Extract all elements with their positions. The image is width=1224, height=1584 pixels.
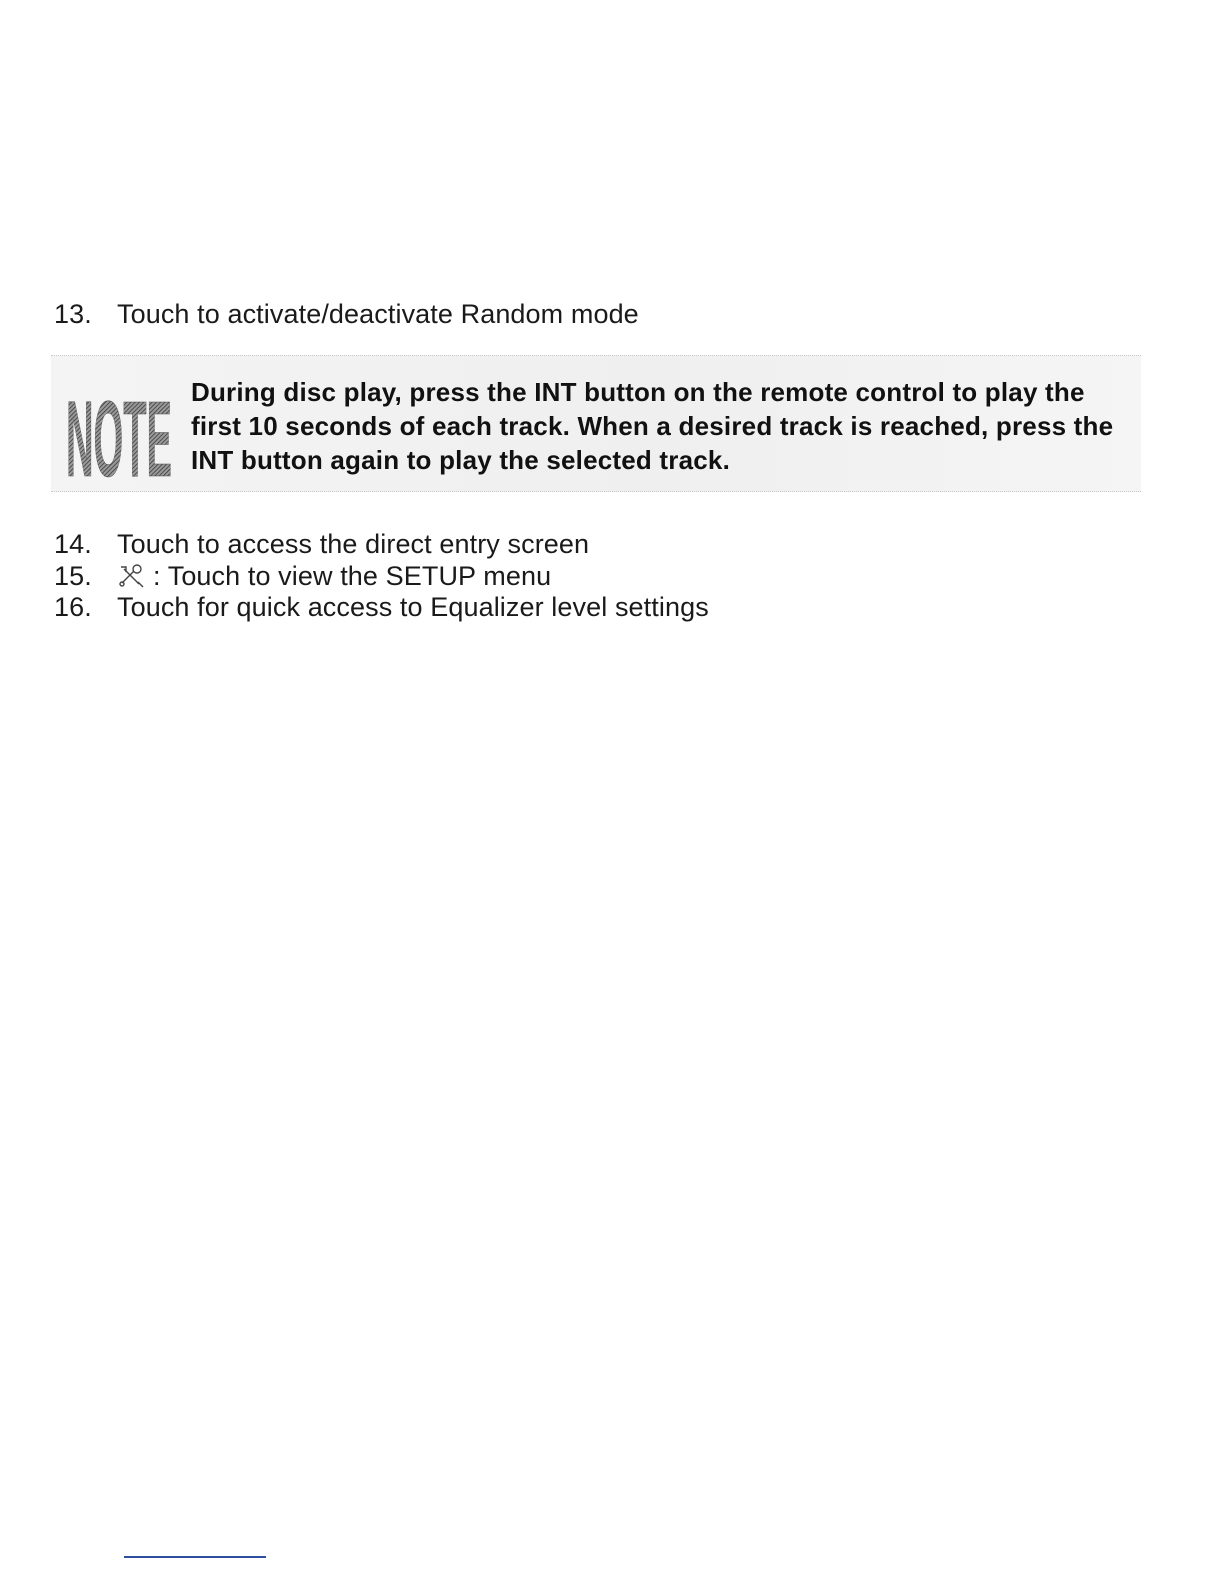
list-item-14: [54, 528, 589, 560]
item-text: : Touch to view the SETUP menu: [153, 561, 552, 591]
note-icon-label: NOTE: [66, 378, 172, 486]
list-item-15: [54, 560, 551, 592]
item-text: Touch for quick access to Equalizer level settings: [117, 592, 709, 622]
footer-rule: [124, 1556, 266, 1558]
note-icon: [63, 372, 175, 486]
item-text: Touch to access the direct entry screen: [117, 529, 590, 559]
item-number: 14.: [54, 529, 92, 559]
item-number: 16.: [54, 592, 92, 622]
list-item-13: [54, 298, 639, 330]
item-number: 13.: [54, 299, 92, 329]
setup-tools-icon: [117, 563, 153, 589]
list-item-16: [54, 591, 709, 623]
note-box: [51, 355, 1141, 492]
item-number: 15.: [54, 561, 92, 591]
item-text: Touch to activate/deactivate Random mode: [117, 299, 639, 329]
note-text: During disc play, press the INT button on the remote control to play the first 10 seconds of each track. When a desired track is reached, press the INT button again to play the selected track.: [191, 377, 1114, 475]
